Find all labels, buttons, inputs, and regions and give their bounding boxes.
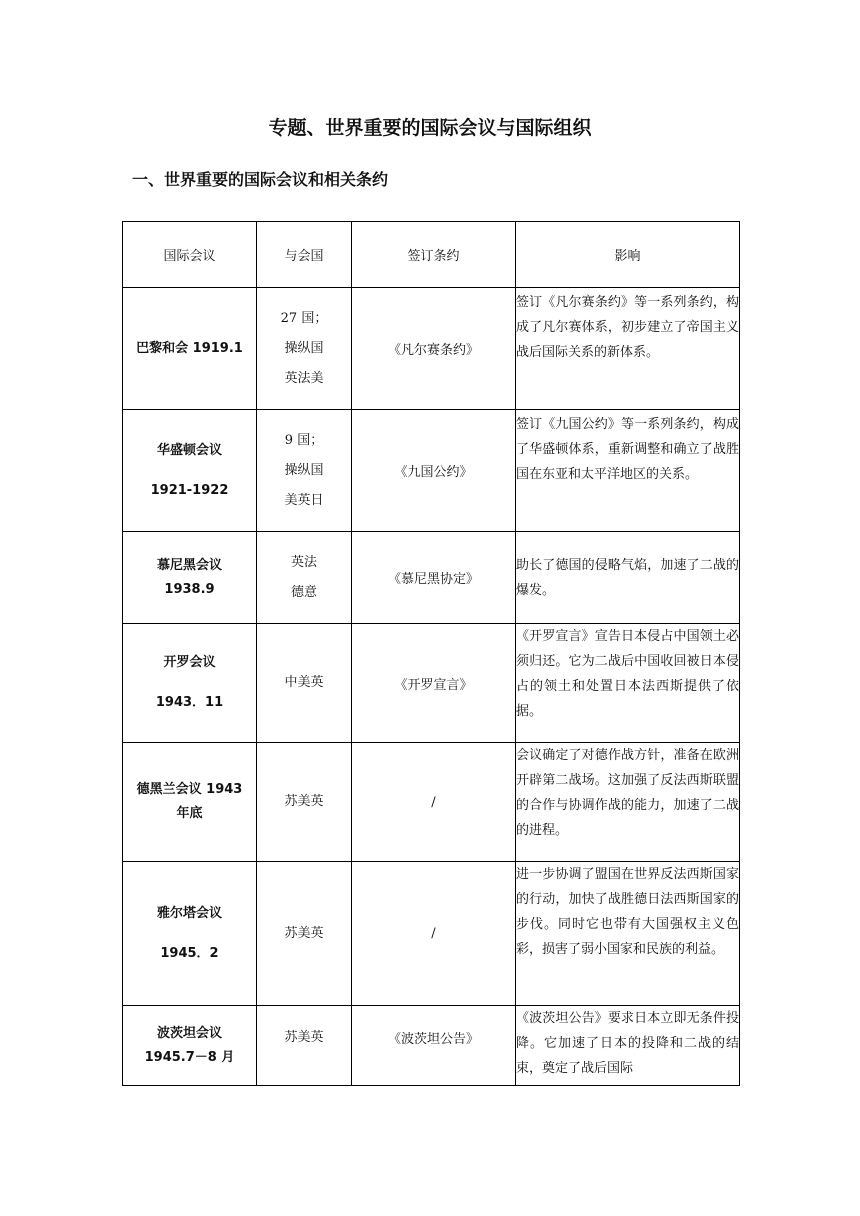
- table-row: [123, 743, 740, 862]
- impact-cell: 进一步协调了盟国在世界反法西斯国家的行动，加快了战胜德日法西斯国家的步伐。同时它也带有大国强权主义色彩，损害了弱小国家和民族的利益。: [516, 862, 740, 1006]
- treaty-cell: 《波茨坦公告》: [352, 1006, 516, 1086]
- participants-cell: [257, 532, 352, 624]
- participants-cell: [257, 288, 352, 410]
- impact-cell: 《波茨坦公告》要求日本立即无条件投降。它加速了日本的投降和二战的结束，奠定了战后国际: [516, 1006, 740, 1086]
- participants-cell: [257, 624, 352, 743]
- table-header-row: [123, 222, 740, 288]
- meeting-date: 1945．2: [160, 945, 219, 961]
- table-row: [123, 862, 740, 1006]
- participants-cell: [257, 862, 352, 1006]
- meeting-name: 开罗会议: [163, 655, 216, 670]
- participants-line: 苏美英: [284, 794, 324, 809]
- meeting-date: 1943．11: [155, 695, 224, 710]
- section-heading: 一、世界重要的国际会议和相关条约: [132, 170, 389, 189]
- header-impact: 影响: [516, 222, 740, 288]
- meeting-name: 雅尔塔会议: [156, 905, 222, 921]
- header-participants: 与会国: [257, 222, 352, 288]
- participants-line: 操纵国: [284, 340, 324, 356]
- participants-cell: [257, 410, 352, 532]
- meeting-name-cell: [123, 862, 257, 1006]
- participants-cell: [257, 1006, 352, 1086]
- participants-line: 中美英: [284, 675, 324, 690]
- treaty-cell: 《九国公约》: [352, 410, 516, 532]
- meeting-name-cell: [123, 410, 257, 532]
- meeting-date: 1945.7－8 月: [144, 1049, 235, 1065]
- meeting-name: 华盛顿会议: [156, 442, 222, 458]
- impact-cell: 会议确定了对德作战方针，准备在欧洲开辟第二战场。这加强了反法西斯联盟的合作与协调作战的能力，加速了二战的进程。: [516, 743, 740, 862]
- meetings-table: [122, 221, 740, 1086]
- meeting-date: 年底: [176, 806, 203, 821]
- participants-line: 德意: [290, 584, 317, 600]
- meeting-name: 波茨坦会议: [156, 1025, 222, 1041]
- table-row: [123, 410, 740, 532]
- meeting-name: 德黑兰会议 1943: [136, 782, 243, 797]
- table-row: [123, 532, 740, 624]
- treaty-cell: 《开罗宣言》: [352, 624, 516, 743]
- participants-line: 27 国；: [280, 310, 328, 326]
- impact-cell: 签订《凡尔赛条约》等一系列条约，构成了凡尔赛体系，初步建立了帝国主义战后国际关系的新体系。: [516, 288, 740, 410]
- treaty-cell: 《慕尼黑协定》: [352, 532, 516, 624]
- page-title: 专题、世界重要的国际会议与国际组织: [268, 117, 592, 139]
- treaty-cell: /: [352, 743, 516, 862]
- impact-cell: 助长了德国的侵略气焰，加速了二战的爆发。: [516, 532, 740, 624]
- table-row: [123, 288, 740, 410]
- meeting-name-cell: [123, 624, 257, 743]
- participants-line: 苏美英: [284, 1030, 324, 1045]
- participants-line: 9 国；: [284, 432, 324, 448]
- meeting-date: 1938.9: [164, 581, 215, 597]
- meeting-name-cell: [123, 288, 257, 410]
- table-row: [123, 1006, 740, 1086]
- impact-cell: 签订《九国公约》等一系列条约，构成了华盛顿体系，重新调整和确立了战胜国在东亚和太平洋地区的关系。: [516, 410, 740, 532]
- participants-line: 操纵国: [284, 462, 324, 478]
- treaty-cell: 《凡尔赛条约》: [352, 288, 516, 410]
- participants-line: 英法: [290, 554, 317, 570]
- impact-cell: 《开罗宣言》宣告日本侵占中国领土必须归还。它为二战后中国收回被日本侵占的领土和处置日本法西斯提供了依据。: [516, 624, 740, 743]
- meeting-name: 慕尼黑会议: [156, 557, 222, 573]
- meeting-name: 巴黎和会 1919.1: [136, 340, 243, 356]
- treaty-cell: /: [352, 862, 516, 1006]
- meeting-name-cell: [123, 532, 257, 624]
- table-row: [123, 624, 740, 743]
- participants-cell: [257, 743, 352, 862]
- participants-line: 英法美: [284, 370, 324, 386]
- meeting-date: 1921-1922: [150, 482, 229, 498]
- meeting-name-cell: [123, 1006, 257, 1086]
- meeting-name-cell: [123, 743, 257, 862]
- participants-line: 苏美英: [284, 925, 324, 941]
- header-treaty: 签订条约: [352, 222, 516, 288]
- participants-line: 美英日: [284, 492, 324, 508]
- header-meeting: 国际会议: [123, 222, 257, 288]
